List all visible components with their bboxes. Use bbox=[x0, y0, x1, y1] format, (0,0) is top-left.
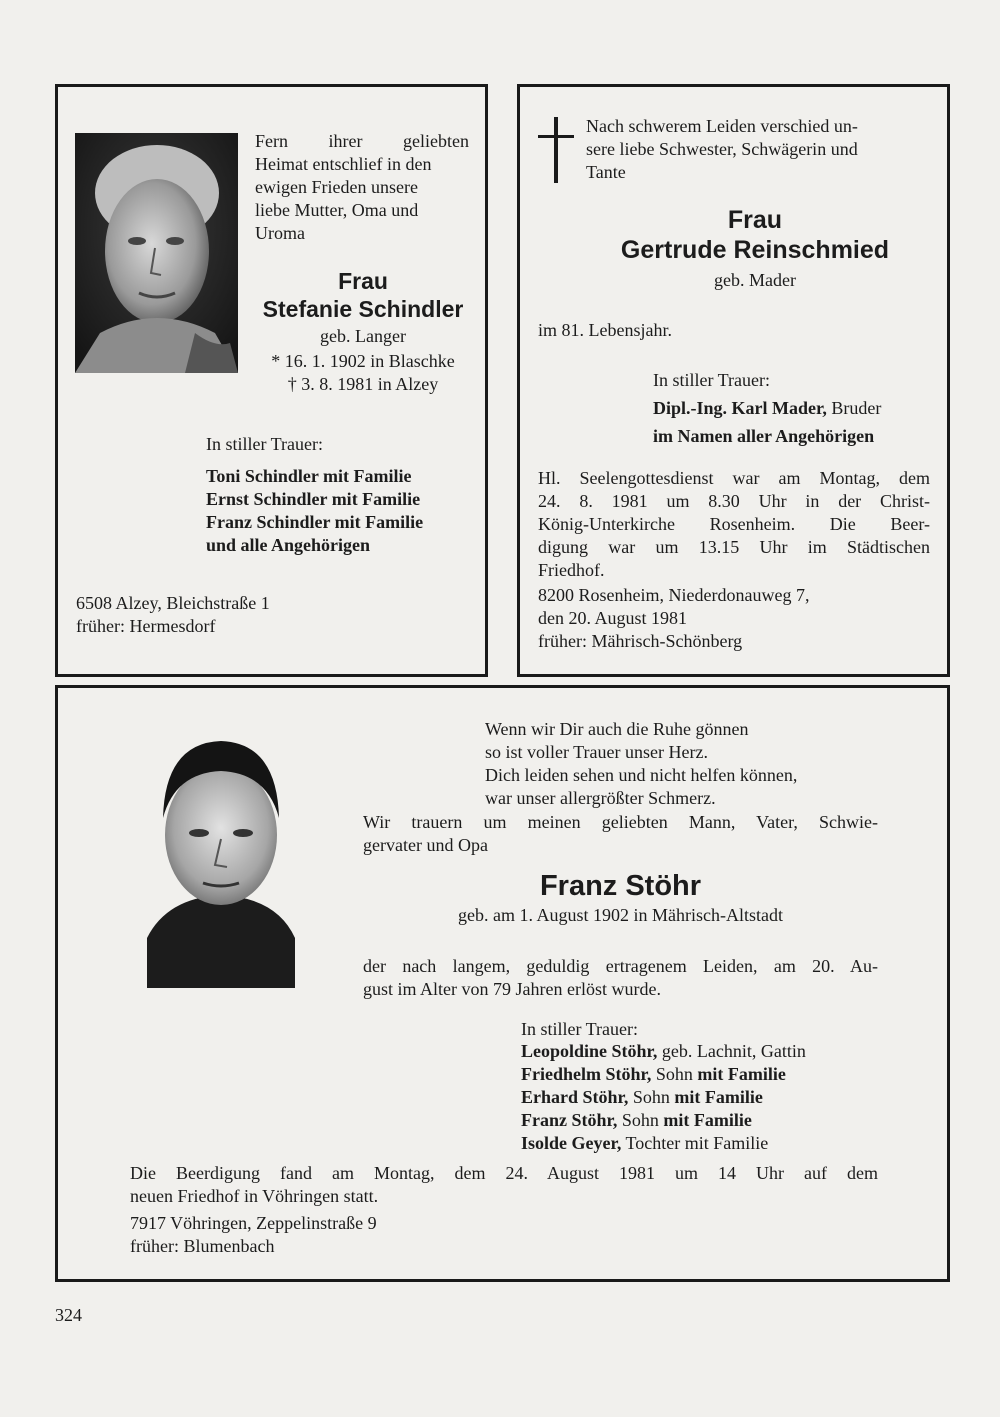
portrait-photo-man bbox=[127, 723, 315, 988]
mourner-name: Erhard Stöhr, bbox=[521, 1087, 629, 1107]
mourner: und alle Angehörigen bbox=[206, 535, 371, 555]
maiden-name: geb. Langer bbox=[320, 326, 406, 346]
mourner-name: Leopoldine Stöhr, bbox=[521, 1041, 658, 1061]
address-line: 6508 Alzey, Bleichstraße 1 bbox=[76, 593, 270, 613]
service-line: König-Unterkirche Rosenheim. Die Beer- bbox=[538, 514, 930, 534]
mourner-name: Isolde Geyer, bbox=[521, 1133, 622, 1153]
birth-info: geb. am 1. August 1902 in Mährisch-Altstadt bbox=[458, 905, 783, 925]
intro-line: Tante bbox=[586, 162, 626, 182]
address-block bbox=[538, 584, 809, 653]
address-block bbox=[130, 1212, 377, 1258]
address-line: früher: Hermesdorf bbox=[76, 616, 216, 636]
intro-line: Wir trauern um meinen geliebten Mann, Vater, Schwie- bbox=[363, 812, 878, 832]
intro-line: gervater und Opa bbox=[363, 835, 488, 855]
mourner-name: Friedhelm Stöhr, bbox=[521, 1064, 652, 1084]
poem-line: so ist voller Trauer unser Herz. bbox=[485, 742, 708, 762]
obit2-intro bbox=[586, 115, 858, 184]
death-info bbox=[363, 955, 878, 1001]
mourner-relation: Sohn bbox=[651, 1064, 698, 1084]
intro-line: Uroma bbox=[255, 223, 305, 243]
mourner bbox=[521, 1063, 806, 1086]
address-line: 8200 Rosenheim, Niederdonauweg 7, bbox=[538, 585, 810, 605]
funeral-info bbox=[130, 1162, 878, 1208]
death-line: gust im Alter von 79 Jahren erlöst wurde. bbox=[363, 979, 661, 999]
deceased-name: Stefanie Schindler bbox=[262, 296, 464, 322]
mourner: Ernst Schindler mit Familie bbox=[206, 489, 421, 509]
mourning-label: In stiller Trauer: bbox=[206, 434, 323, 454]
poem-line: Dich leiden sehen und nicht helfen können, bbox=[485, 765, 798, 785]
intro-line: ewigen Frieden unsere bbox=[255, 177, 418, 197]
mourning-label: In stiller Trauer: bbox=[521, 1019, 638, 1039]
intro-line: Nach schwerem Leiden verschied un- bbox=[586, 116, 858, 136]
intro-line: Heimat entschlief in den bbox=[255, 154, 432, 174]
service-line: Hl. Seelengottesdienst war am Montag, dem bbox=[538, 468, 930, 488]
mourner-name: Dipl.-Ing. Karl Mader, bbox=[653, 398, 827, 418]
poem-line: Wenn wir Dir auch die Ruhe gönnen bbox=[485, 719, 749, 739]
mourner-family: mit Familie bbox=[663, 1110, 752, 1130]
obituary-box-schindler bbox=[55, 84, 488, 677]
page-number: 324 bbox=[55, 1305, 82, 1325]
deceased-name: Gertrude Reinschmied bbox=[620, 236, 890, 264]
mourner-relation: geb. Lachnit, Gattin bbox=[657, 1041, 806, 1061]
mourners-list bbox=[521, 1040, 806, 1155]
address-block bbox=[76, 592, 270, 638]
salutation: Frau bbox=[338, 268, 388, 294]
service-line: digung war um 13.15 Uhr im Städtischen bbox=[538, 537, 930, 557]
obituary-box-reinschmied bbox=[517, 84, 950, 677]
mourner-others: im Namen aller Angehörigen bbox=[653, 426, 875, 446]
funeral-line: neuen Friedhof in Vöhringen statt. bbox=[130, 1186, 379, 1206]
mourner bbox=[521, 1109, 806, 1132]
mourner-family: mit Familie bbox=[674, 1087, 763, 1107]
salutation: Frau bbox=[727, 206, 783, 234]
maiden-name: geb. Mader bbox=[714, 270, 796, 290]
funeral-line: Die Beerdigung fand am Montag, dem 24. August 1981 um 14 Uhr auf dem bbox=[130, 1163, 878, 1183]
service-line: 24. 8. 1981 um 8.30 Uhr in der Christ- bbox=[538, 491, 930, 511]
cross-icon bbox=[538, 117, 574, 187]
mourning-label: In stiller Trauer: bbox=[653, 370, 770, 390]
intro-line: liebe Mutter, Oma und bbox=[255, 200, 419, 220]
mourners-list bbox=[206, 465, 423, 557]
death-line: der nach langem, geduldig ertragenem Leiden, am 20. Au- bbox=[363, 956, 878, 976]
intro-line: sere liebe Schwester, Schwägerin und bbox=[586, 139, 858, 159]
obit1-name-block bbox=[238, 267, 488, 396]
obit3-intro bbox=[363, 811, 878, 857]
mourner bbox=[521, 1040, 806, 1063]
address-line: den 20. August 1981 bbox=[538, 608, 688, 628]
mourner bbox=[521, 1086, 806, 1109]
address-line: früher: Mährisch-Schönberg bbox=[538, 631, 743, 651]
service-line: Friedhof. bbox=[538, 560, 605, 580]
intro-line: Fern ihrer geliebten bbox=[255, 131, 469, 151]
mourner-family: mit Familie bbox=[697, 1064, 786, 1084]
mourner-line bbox=[653, 397, 881, 420]
mourner: Franz Schindler mit Familie bbox=[206, 512, 424, 532]
age: im 81. Lebensjahr. bbox=[538, 320, 672, 340]
obit1-intro bbox=[255, 130, 469, 245]
mourner-relation: Sohn bbox=[628, 1087, 675, 1107]
mourner-name: Franz Stöhr, bbox=[521, 1110, 618, 1130]
mourner-relation: Bruder bbox=[826, 398, 882, 418]
obituary-box-stoehr bbox=[55, 685, 950, 1282]
mourner: Toni Schindler mit Familie bbox=[206, 466, 412, 486]
death-date: † 3. 8. 1981 in Alzey bbox=[287, 374, 439, 394]
address-line: 7917 Vöhringen, Zeppelinstraße 9 bbox=[130, 1213, 377, 1233]
mourner-relation: Sohn bbox=[617, 1110, 664, 1130]
mourner-relation: Tochter mit Familie bbox=[621, 1133, 769, 1153]
birth-date: * 16. 1. 1902 in Blaschke bbox=[271, 351, 455, 371]
poem-line: war unser allergrößter Schmerz. bbox=[485, 788, 716, 808]
deceased-name: Franz Stöhr bbox=[539, 870, 702, 902]
address-line: früher: Blumenbach bbox=[130, 1236, 275, 1256]
mourner bbox=[521, 1132, 806, 1155]
poem bbox=[485, 718, 797, 810]
obit2-name-block bbox=[550, 205, 960, 292]
portrait-photo-woman bbox=[75, 133, 238, 373]
service-info bbox=[538, 467, 930, 582]
